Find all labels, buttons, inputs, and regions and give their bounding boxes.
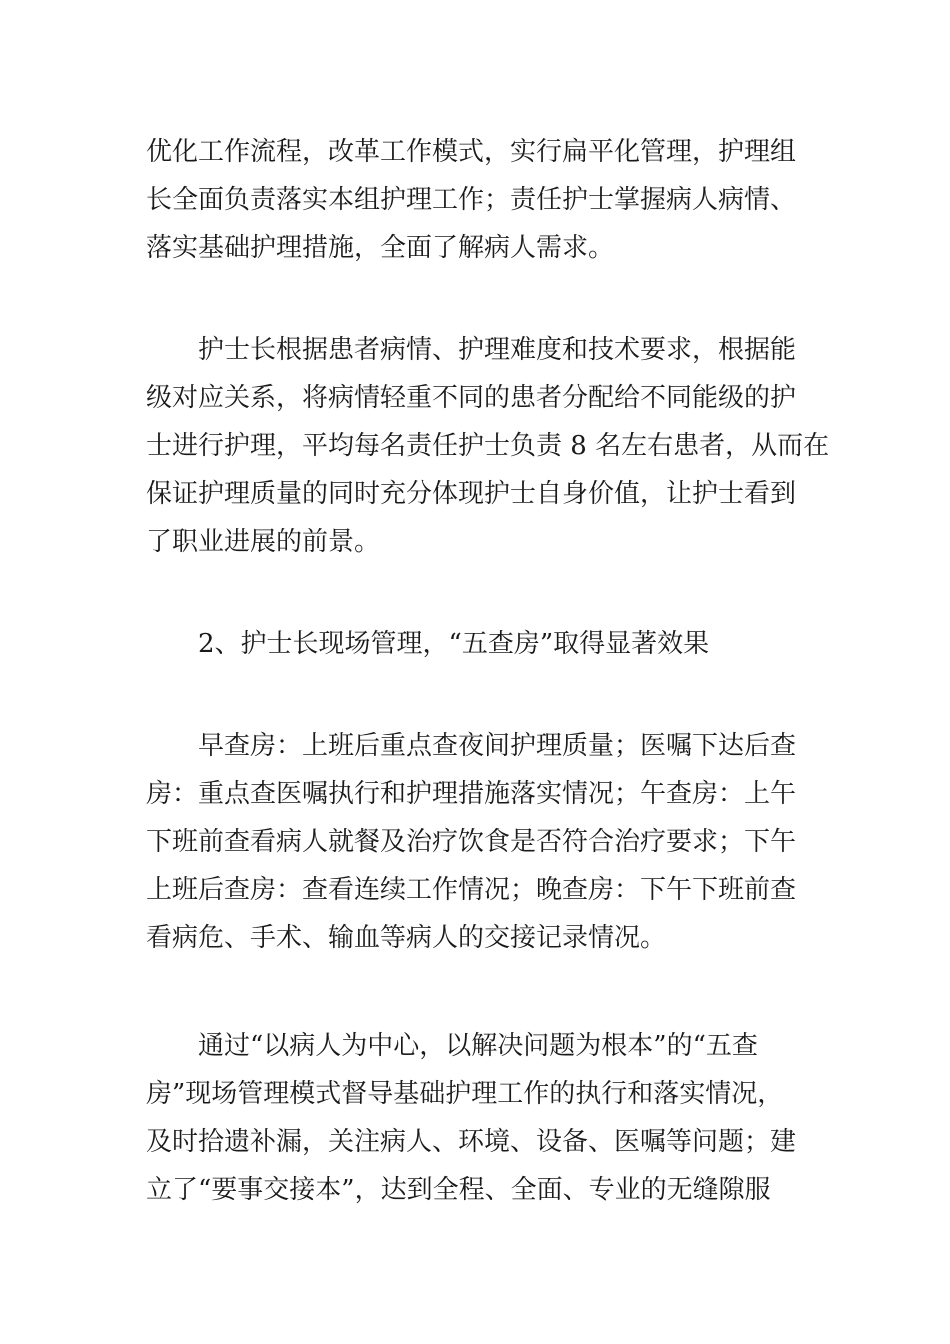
paragraph-line: 及时拾遗补漏，关注病人、环境、设备、医嘱等问题；建 <box>146 1127 797 1157</box>
paragraph-line: 优化工作流程，改革工作模式，实行扁平化管理，护理组 <box>146 137 797 167</box>
paragraph-line: 级对应关系，将病情轻重不同的患者分配给不同能级的护 <box>146 383 797 413</box>
paragraph-2 <box>146 326 830 566</box>
paragraph-line: 护士长根据患者病情、护理难度和技术要求，根据能 <box>198 335 797 365</box>
paragraph-line: 了职业进展的前景。 <box>146 527 381 557</box>
paragraph-line: 房”现场管理模式督导基础护理工作的执行和落实情况， <box>146 1079 784 1109</box>
paragraph-5 <box>146 1022 808 1214</box>
section-heading-line: 2、护士长现场管理，“五查房”取得显著效果 <box>198 629 710 659</box>
paragraph-line: 看病危、手术、输血等病人的交接记录情况。 <box>146 923 667 953</box>
paragraph-line: 立了“要事交接本”，达到全程、全面、专业的无缝隙服 <box>146 1175 771 1205</box>
paragraph-1 <box>146 128 808 272</box>
paragraph-line: 早查房：上班后重点查夜间护理质量；医嘱下达后查 <box>198 731 797 761</box>
paragraph-line: 房：重点查医嘱执行和护理措施落实情况；午查房：上午 <box>146 779 797 809</box>
section-heading <box>146 620 808 668</box>
paragraph-line: 下班前查看病人就餐及治疗饮食是否符合治疗要求；下午 <box>146 827 797 857</box>
paragraph-line: 长全面负责落实本组护理工作；责任护士掌握病人病情、 <box>146 185 797 215</box>
paragraph-4 <box>146 722 808 962</box>
paragraph-line: 通过“以病人为中心，以解决问题为根本”的“五查 <box>198 1031 758 1061</box>
paragraph-line: 士进行护理，平均每名责任护士负责 8 名左右患者，从而在 <box>146 431 830 461</box>
paragraph-line: 上班后查房：查看连续工作情况；晚查房：下午下班前查 <box>146 875 797 905</box>
paragraph-line: 落实基础护理措施，全面了解病人需求。 <box>146 233 615 263</box>
paragraph-line: 保证护理质量的同时充分体现护士自身价值，让护士看到 <box>146 479 797 509</box>
